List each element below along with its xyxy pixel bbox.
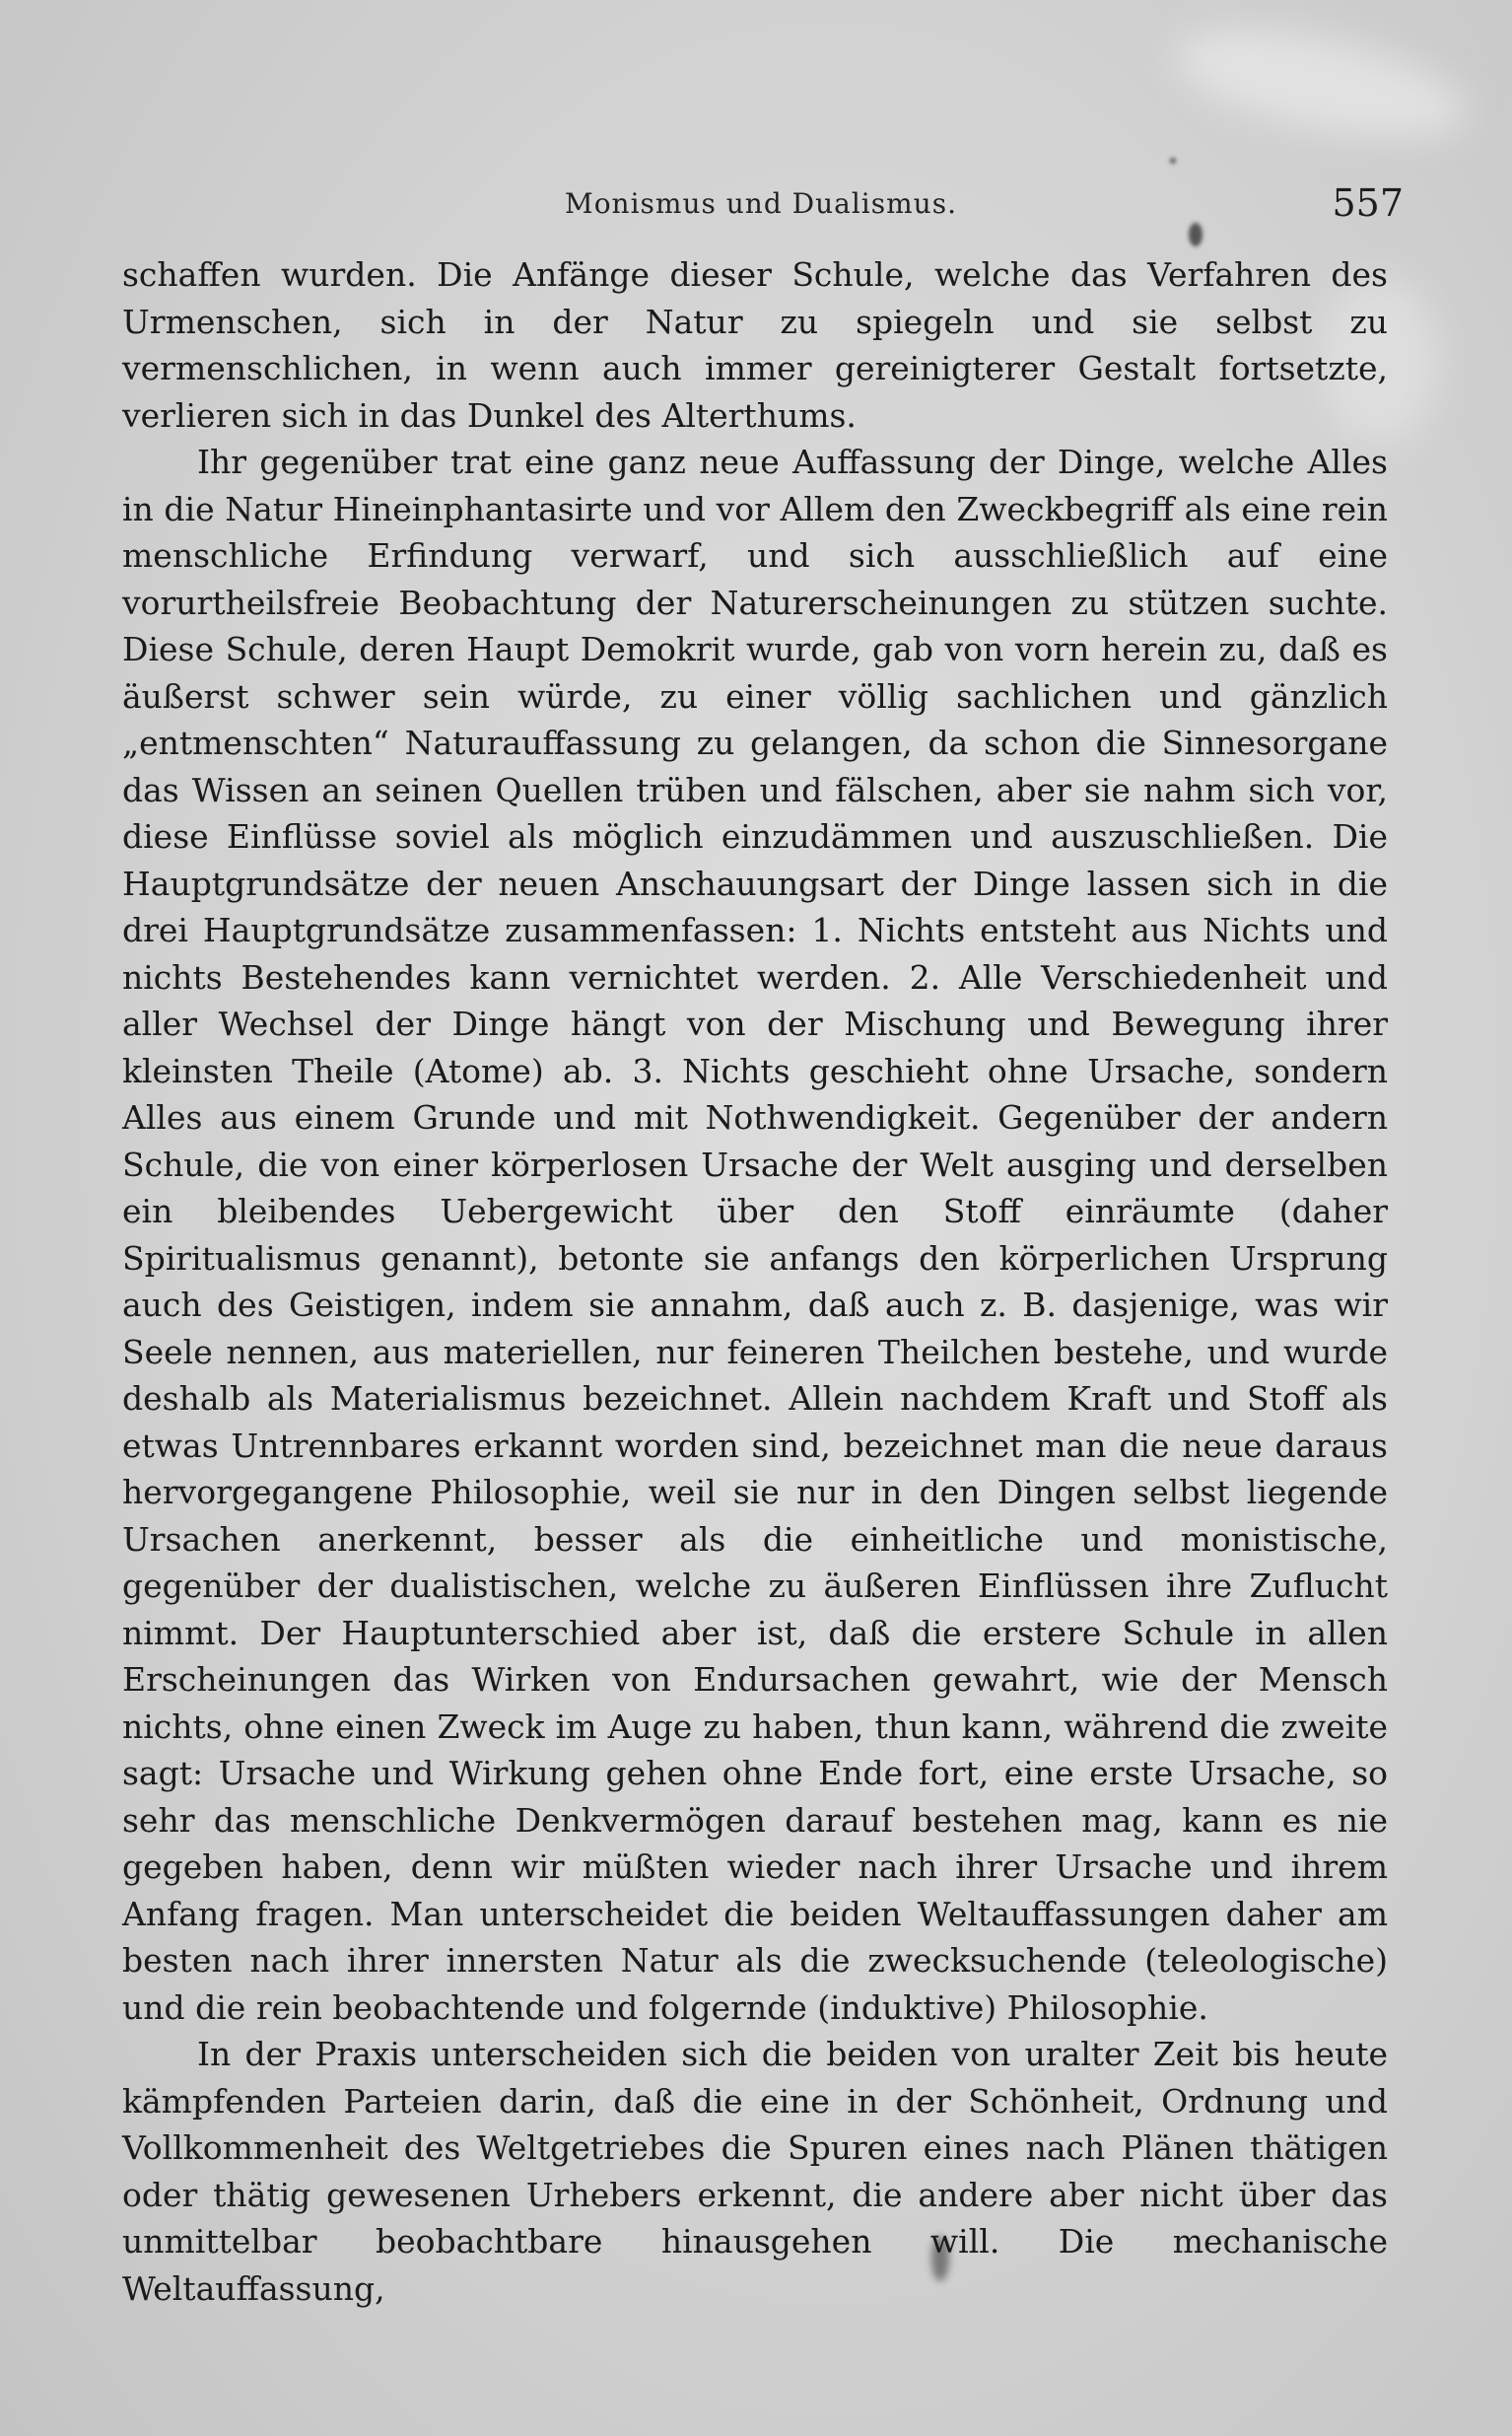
running-head: Monismus und Dualismus. <box>565 187 957 220</box>
light-smudge <box>1167 10 1475 158</box>
paragraph-2: Ihr gegenüber trat eine ganz neue Auffassung der Dinge, welche Alles in die Natur Hineinphantasirte und vor Allem den Zweckbegriff als eine rein menschliche Erfindung verwarf, und sich ausschließlich auf eine vorurtheilsfreie Beobachtung der Naturerscheinungen zu stützen suchte. Diese Schule, deren Haupt Demokrit wurde, gab von vorn herein zu, daß es äußerst schwer sein würde, zu einer völlig sachlichen und gänzlich „entmenschten“ Naturauffassung zu gelangen, da schon die Sinnesorgane das Wissen an seinen Quellen trüben und fälschen, aber sie nahm sich vor, diese Einflüsse soviel als möglich einzudämmen und auszuschließen. Die Hauptgrundsätze der neuen Anschauungsart der Dinge lassen sich in die drei Hauptgrundsätze zusammenfassen: 1. Nichts entsteht aus Nichts und nichts Bestehendes kann vernichtet werden. 2. Alle Verschiedenheit und aller Wechsel der Dinge hängt von der Mischung und Bewegung ihrer kleinsten Theile (Atome) ab. 3. Nichts geschieht ohne Ursache, sondern Alles aus einem Grunde und mit Nothwendigkeit. Gegenüber der andern Schule, die von einer körperlosen Ursache der Welt ausging und derselben ein bleibendes Uebergewicht über den Stoff einräumte (daher Spiritualismus genannt), betonte sie anfangs den körperlichen Ursprung auch des Geistigen, indem sie annahm, daß auch z. B. dasjenige, was wir Seele nennen, aus materiellen, nur feineren Theilchen bestehe, und wurde deshalb als Materialismus bezeichnet. Allein nachdem Kraft und Stoff als etwas Untrennbares erkannt worden sind, bezeichnet man die neue daraus hervorgegangene Philosophie, weil sie nur in den Dingen selbst liegende Ursachen anerkennt, besser als die einheitliche und monistische, gegenüber der dualistischen, welche zu äußeren Einflüssen ihre Zuflucht nimmt. Der Hauptunterschied aber ist, daß die erstere Schule in allen Erscheinungen das Wirken von Endursachen gewahrt, wie der Mensch nichts, ohne einen Zweck im Auge zu haben, thun kann, während die zweite sagt: Ursache und Wirkung gehen ohne Ende fort, eine erste Ursache, so sehr das menschliche Denkvermögen darauf bestehen mag, kann es nie gegeben haben, denn wir müßten wieder nach ihrer Ursache und ihrem Anfang fragen. Man unterscheidet die beiden Weltauffassungen daher am besten nach ihrer innersten Natur als die zwecksuchende (teleologische) und die rein beobachtende und folgernde (induktive) Philosophie. <box>122 443 1388 2027</box>
ink-spot <box>1170 158 1176 164</box>
body-text <box>122 251 1388 2312</box>
page-header <box>118 181 1404 231</box>
paragraph-1: schaffen wurden. Die Anfänge dieser Schule, welche das Verfahren des Urmenschen, sich in der Natur zu spiegeln und sie selbst zu vermenschlichen, in wenn auch immer gereinigterer Gestalt fortsetzte, verlieren sich in das Dunkel des Alterthums. <box>122 255 1388 435</box>
paragraph-3: In der Praxis unterscheiden sich die beiden von uralter Zeit bis heute kämpfenden Parteien darin, daß die eine in der Schönheit, Ordnung und Vollkommenheit des Weltgetriebes die Spuren eines nach Plänen thätigen oder thätig gewesenen Urhebers erkennt, die andere aber nicht über das unmittelbar beobachtbare hinausgehen will. Die mechanische Weltauffassung, <box>122 2035 1388 2308</box>
page-number: 557 <box>1332 181 1404 225</box>
